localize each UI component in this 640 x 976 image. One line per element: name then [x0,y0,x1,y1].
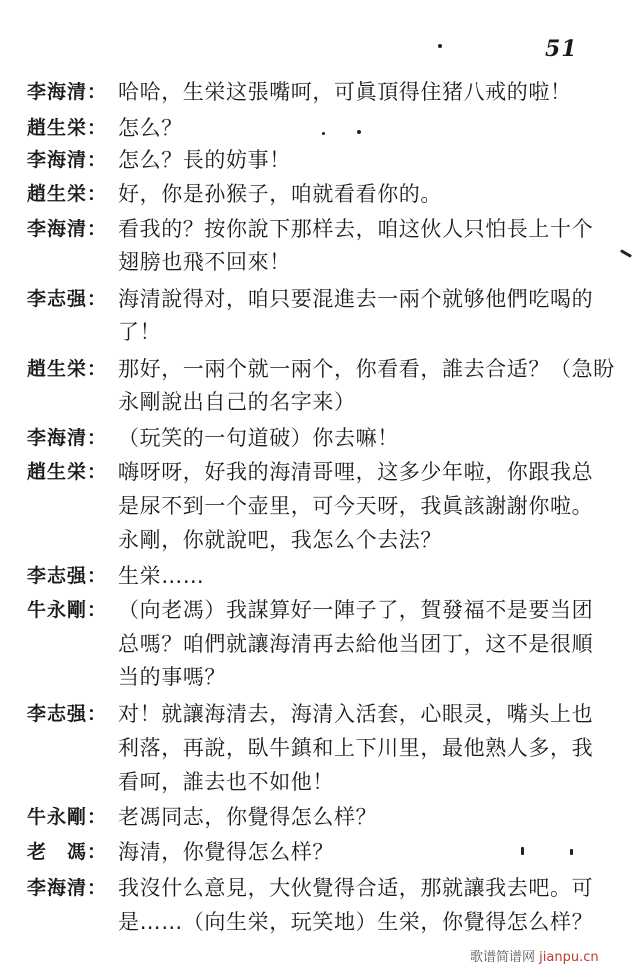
speaker-name: 趙生栄： [27,358,108,380]
speaker-name: 李志强： [27,703,108,725]
dialogue-text: 老馮同志，你覺得怎么样？ [118,805,378,829]
dialogue-text: 看我的？按你說下那样去，咱这伙人只怕長上十个 [118,217,594,241]
dialogue-text: 对！就讓海清去，海清入活套，心眼灵，嘴头上也 [118,702,594,726]
watermark-en: jianpu.cn [539,950,599,965]
speaker-name: 李海清： [27,877,108,899]
dialogue-text: 是尿不到一个壶里，可今天呀，我眞該謝謝你啦。 [118,494,594,518]
dialogue-text: 好，你是孙猴子，咱就看看你的。 [118,182,442,206]
print-speck [521,847,524,855]
page-number: 51 [545,36,578,62]
dialogue-text: 翅膀也飛不回來！ [118,250,291,274]
speaker-name: 牛永剛： [27,599,108,621]
watermark-cn: 歌谱简谱网 [470,950,536,965]
dialogue-text: 当的事嗎？ [118,665,226,689]
dialogue-text: 生栄…… [118,564,205,588]
print-speck [357,130,361,134]
print-speck [322,132,325,135]
speaker-name: 牛永剛： [27,806,108,828]
dialogue-text: 海清說得对，咱只要混進去一兩个就够他們吃喝的 [118,287,594,311]
dialogue-text: （玩笑的一句道破）你去嘛！ [118,426,399,450]
dialogue-text: 那好，一兩个就一兩个，你看看，誰去合适？（急盼 [118,357,615,381]
dialogue-text: 总嗎？咱們就讓海清再去給他当团丁，这不是很順 [118,632,594,656]
dialogue-text: 看呵，誰去也不如他！ [118,770,334,794]
dialogue-text: 怎么？長的妨事！ [118,148,291,172]
dialogue-text: （向老馮）我謀算好一陣子了，賀發福不是要当团 [118,598,594,622]
speaker-name: 李海清： [27,218,108,240]
dialogue-text: 利落，再說，臥牛鎮和上下川里，最他熟人多，我 [118,736,594,760]
dialogue-text: 海清，你覺得怎么样？ [118,840,334,864]
speaker-name: 趙生栄： [27,183,108,205]
speaker-name: 老 馮： [27,841,108,863]
speaker-name: 趙生栄： [27,117,108,139]
dialogue-text: 嗨呀呀，好我的海清哥哩，这多少年啦，你跟我总 [118,460,594,484]
speaker-name: 李志强： [27,565,108,587]
dialogue-text: 永剛說出自己的名字来） [118,390,356,414]
print-speck [620,249,632,258]
speaker-name: 趙生栄： [27,461,108,483]
speaker-name: 李志强： [27,288,108,310]
speaker-name: 李海清： [27,427,108,449]
speaker-name: 李海清： [27,81,108,103]
print-speck [438,44,442,48]
dialogue-text: 我沒什么意見，大伙覺得合适，那就讓我去吧。可 [118,876,594,900]
speaker-name: 李海清： [27,149,108,171]
dialogue-text: 哈哈，生栄这張嘴呵，可眞頂得住猪八戒的啦！ [118,80,572,104]
site-watermark [470,946,599,965]
dialogue-text: 了！ [118,320,162,344]
dialogue-text: 永剛，你就說吧，我怎么个去法？ [118,528,442,552]
dialogue-text: 怎么？ [118,116,183,140]
print-speck [570,849,573,855]
dialogue-text: 是……（向生栄，玩笑地）生栄，你覺得怎么样？ [118,910,594,934]
